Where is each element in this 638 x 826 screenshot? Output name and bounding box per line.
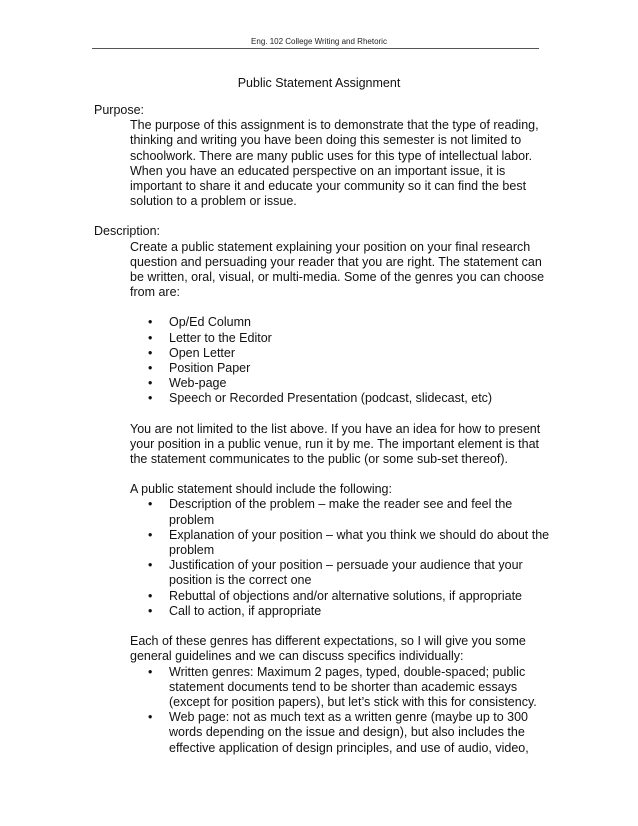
list-item: • Call to action, if appropriate xyxy=(148,603,322,618)
list-item: • Letter to the Editor xyxy=(148,330,272,345)
bullet-icon: • xyxy=(148,588,153,603)
bullet-icon: • xyxy=(148,527,153,542)
not-limited-text: You are not limited to the list above. If you have an idea for how to present your position in a public venue, run it by me. The important element is that the statement communicates to the public (or some sub-set thereof). xyxy=(130,421,541,467)
bullet-icon: • xyxy=(148,603,153,618)
bullet-icon: • xyxy=(148,664,153,679)
bullet-icon: • xyxy=(148,345,153,360)
bullet-icon: • xyxy=(148,710,153,725)
list-item: • Web-page xyxy=(148,376,227,391)
purpose-text: The purpose of this assignment is to demonstrate that the type of reading, thinking and writing you have been doing this semester is not limited to schoolwork. There are many public uses for this type of intellectual labor. When you have an educated perspective on an important issue, it is important to share it and educate your community so it can find the best solution to a problem or issue. xyxy=(130,118,539,209)
page-title: Public Statement Assignment xyxy=(237,76,401,90)
list-item: • Open Letter xyxy=(148,345,236,360)
guidelines-intro: Each of these genres has different expectations, so I will give you some general guidelines and we can discuss specifics individually: xyxy=(130,634,526,664)
list-item: • Written genres: Maximum 2 pages, typed, double-spaced; public statement documents tend to be shorter than academic essays (except for position papers), but let’s stick with this for consistency. xyxy=(148,664,537,709)
include-intro: A public statement should include the following: xyxy=(130,482,392,497)
bullet-icon: • xyxy=(148,497,153,512)
bullet-icon: • xyxy=(148,558,153,573)
list-item: • Speech or Recorded Presentation (podcast, slidecast, etc) xyxy=(148,391,493,406)
guidelines-list xyxy=(130,665,554,756)
bullet-icon: • xyxy=(148,376,153,391)
list-item: • Rebuttal of objections and/or alternative solutions, if appropriate xyxy=(148,588,522,603)
description-intro: Create a public statement explaining your position on your final research question and persuading your reader that you are right. The statement can be written, oral, visual, or multi-media. Some of the genres you can choose from are: xyxy=(130,239,545,300)
bullet-icon: • xyxy=(148,361,153,376)
header-divider xyxy=(92,48,539,49)
list-item: • Justification of your position – persuade your audience that your position is the correct one xyxy=(148,558,523,588)
description-body xyxy=(130,240,554,756)
list-item: • Description of the problem – make the reader see and feel the problem xyxy=(148,497,513,527)
document-body xyxy=(94,103,554,756)
bullet-icon: • xyxy=(148,315,153,330)
list-item: • Explanation of your position – what you think we should do about the problem xyxy=(148,527,550,558)
bullet-icon: • xyxy=(148,391,153,406)
description-heading: Description: xyxy=(94,224,160,239)
running-header: Eng. 102 College Writing and Rhetoric xyxy=(251,37,387,46)
bullet-icon: • xyxy=(148,330,153,345)
genre-list xyxy=(130,315,554,406)
purpose-heading: Purpose: xyxy=(94,103,145,117)
list-item: • Web page: not as much text as a written genre (maybe up to 300 words depending on the issue and design), but also includes the effective application of design principles, and use of audio, video, xyxy=(148,710,529,755)
include-list xyxy=(130,497,554,619)
list-item: • Position Paper xyxy=(148,361,251,376)
list-item: • Op/Ed Column xyxy=(148,315,251,330)
